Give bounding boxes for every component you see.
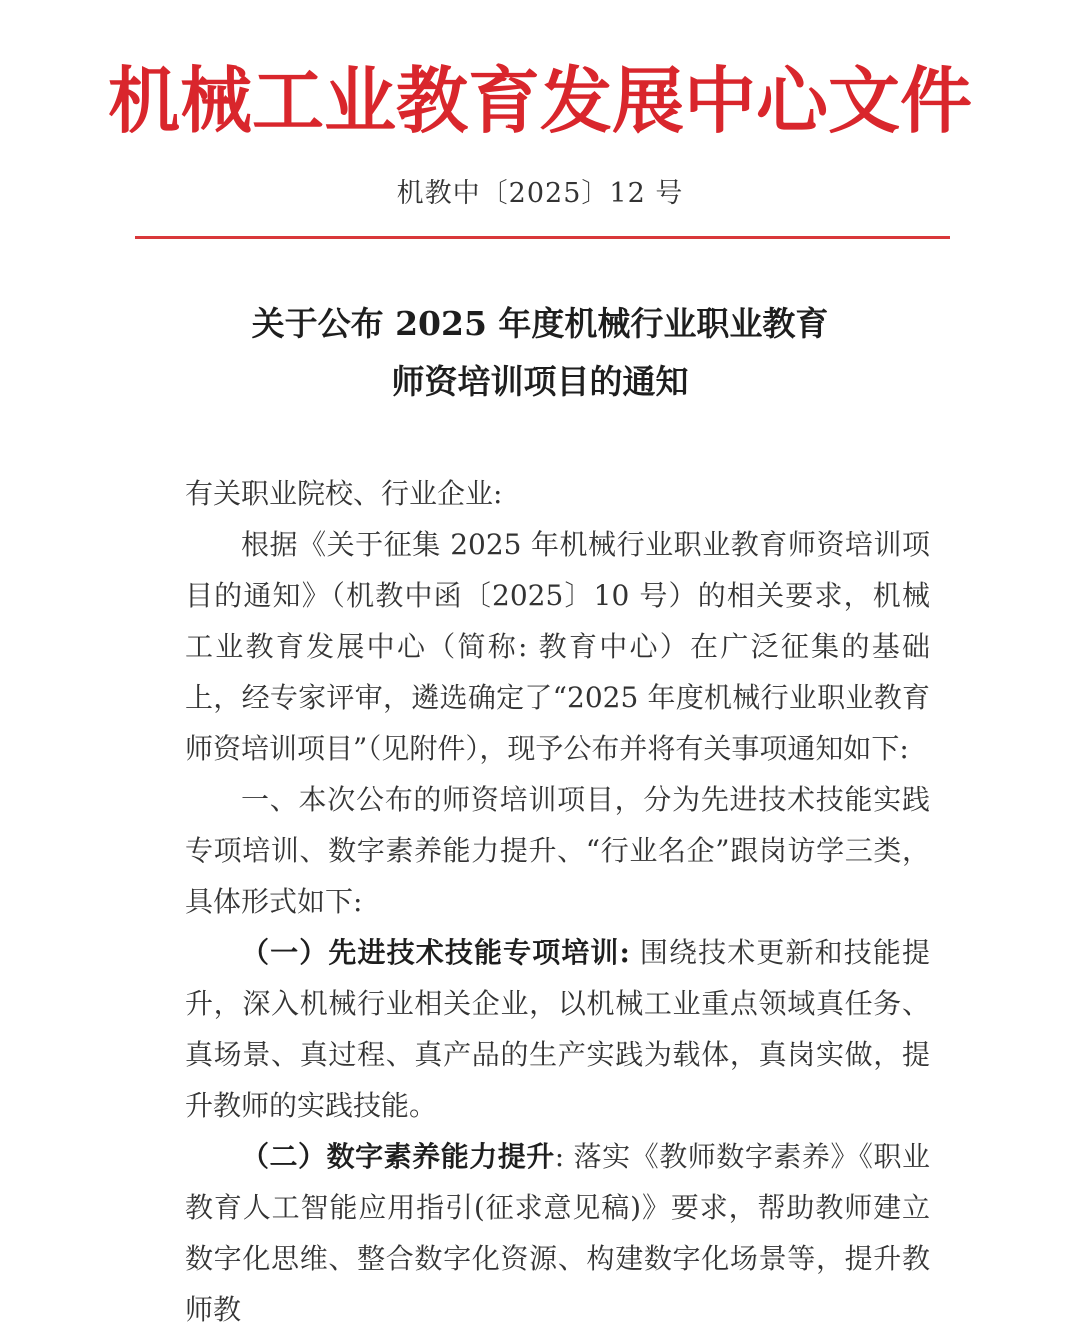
issuer-header-title: 机械工业教育发展中心文件 (107, 58, 972, 143)
salutation: 有关职业院校、行业企业: (185, 477, 503, 510)
paragraph-item-one: 一、本次公布的师资培训项目，分为先进技术技能实践专项培训、数字素养能力提升、“行业名企”跟岗访学三类，具体形式如下: (185, 783, 930, 918)
notice-body (185, 468, 930, 1335)
paragraph-intro: 根据《关于征集 2025 年机械行业职业教育师资培训项目的通知》（机教中函〔2025〕10 号）的相关要求，机械工业教育发展中心（简称: 教育中心）在广泛征集的基础上，经专家评审，遴选确定了“2025 年度机械行业职业教育师资培训项目”（见附件），现予公布并将有关事项通知如下: (185, 528, 930, 765)
paragraph-advanced-skills (185, 927, 930, 1131)
notice-title-line2: 师资培训项目的通知 (391, 362, 689, 401)
paragraph-digital-literacy (185, 1131, 930, 1335)
digital-literacy-text: : 落实《教师数字素养》《职业教育人工智能应用指引(征求意见稿)》要求，帮助教师建立数字化思维、整合数字化资源、构建数字化场景等，提升教师教 (185, 1140, 930, 1326)
digital-literacy-heading: （二）数字素养能力提升 (241, 1140, 555, 1173)
advanced-skills-heading: （一）先进技术技能专项培训: (241, 936, 630, 969)
notice-title-line1: 关于公布 2025 年度机械行业职业教育 (251, 304, 829, 343)
red-separator-rule (135, 236, 950, 239)
advanced-skills-text: 围绕技术更新和技能提升，深入机械行业相关企业，以机械工业重点领域真任务、真场景、真过程、真产品的生产实践为载体，真岗实做，提升教师的实践技能。 (185, 936, 931, 1122)
document-number: 机教中〔2025〕12 号 (396, 178, 684, 209)
